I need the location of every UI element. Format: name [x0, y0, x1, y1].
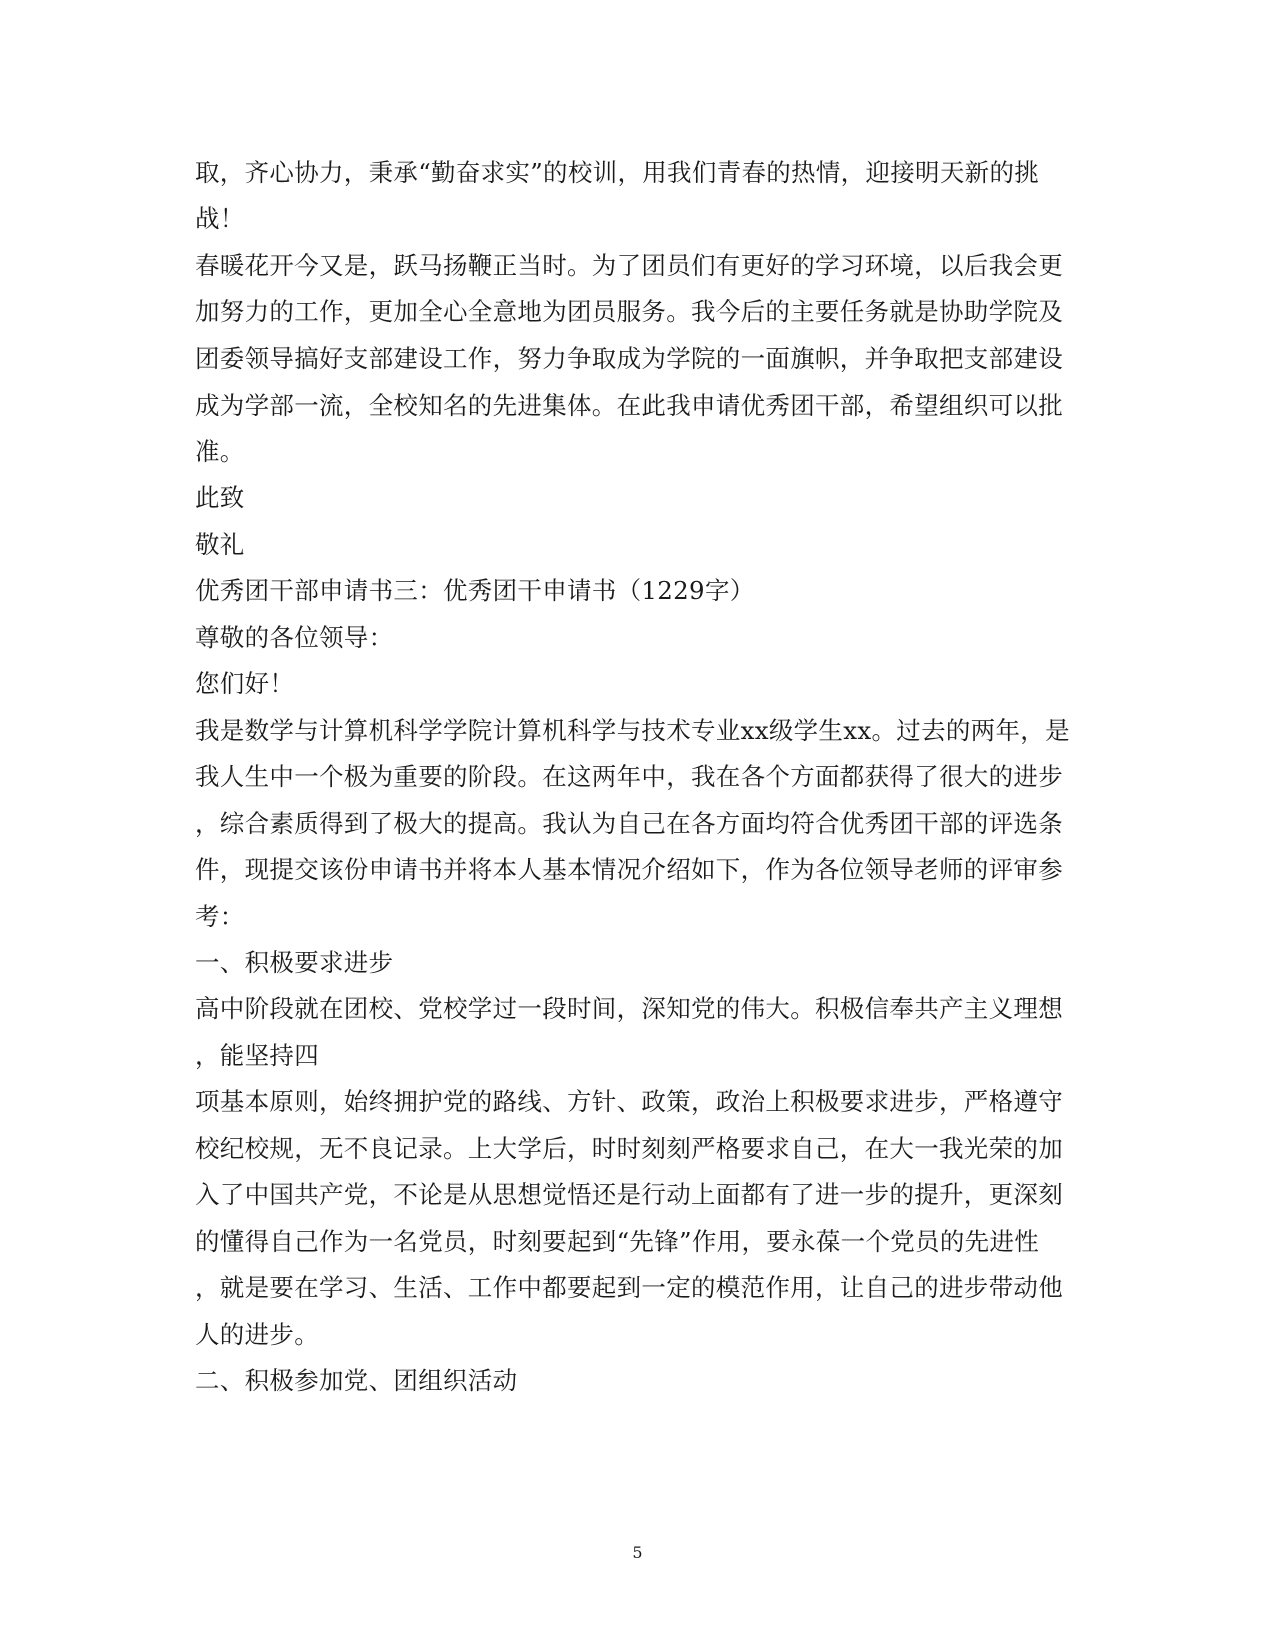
- text-line: 春暖花开今又是，跃马扬鞭正当时。为了团员们有更好的学习环境，以后我会更: [195, 251, 1063, 280]
- text-line: 人的进步。: [195, 1320, 319, 1349]
- text-line: 团委领导搞好支部建设工作，努力争取成为学院的一面旗帜，并争取把支部建设: [195, 344, 1063, 373]
- greeting: 尊敬的各位领导：: [195, 623, 394, 652]
- section-heading: 一、积极要求进步: [195, 948, 394, 977]
- text-line: 我是数学与计算机科学学院计算机科学与技术专业xx级学生xx。过去的两年，是: [195, 716, 1070, 745]
- greeting: 您们好！: [195, 669, 295, 698]
- closing-salutation: 此致: [195, 483, 245, 512]
- closing-salutation: 敬礼: [195, 530, 245, 559]
- text-line: 高中阶段就在团校、党校学过一段时间，深知党的伟大。积极信奉共产主义理想: [195, 994, 1063, 1023]
- text-line: ，就是要在学习、生活、工作中都要起到一定的模范作用，让自己的进步带动他: [195, 1273, 1063, 1302]
- text-line: 加努力的工作，更加全心全意地为团员服务。我今后的主要任务就是协助学院及: [195, 297, 1063, 326]
- text-line: 的懂得自己作为一名党员，时刻要起到“先锋”作用，要永葆一个党员的先进性: [195, 1227, 1040, 1256]
- text-line: 项基本原则，始终拥护党的路线、方针、政策，政治上积极要求进步，严格遵守: [195, 1087, 1063, 1116]
- text-line: 准。: [195, 437, 245, 466]
- text-line: 成为学部一流，全校知名的先进集体。在此我申请优秀团干部，希望组织可以批: [195, 391, 1063, 420]
- text-line: 件，现提交该份申请书并将本人基本情况介绍如下，作为各位领导老师的评审参: [195, 855, 1063, 884]
- text-line: 我人生中一个极为重要的阶段。在这两年中，我在各个方面都获得了很大的进步: [195, 762, 1063, 791]
- section-heading: 二、积极参加党、团组织活动: [195, 1366, 518, 1395]
- text-line: 战！: [195, 204, 245, 233]
- page-number: 5: [632, 1543, 643, 1562]
- text-line: 入了中国共产党，不论是从思想觉悟还是行动上面都有了进一步的提升，更深刻: [195, 1180, 1063, 1209]
- section-title: 优秀团干部申请书三：优秀团干申请书（1229字）: [195, 576, 755, 605]
- text-line: 考：: [195, 902, 245, 931]
- text-line: ，能坚持四: [195, 1041, 319, 1070]
- text-line: ，综合素质得到了极大的提高。我认为自己在各方面均符合优秀团干部的评选条: [195, 809, 1063, 838]
- text-line: 取，齐心协力，秉承“勤奋求实”的校训，用我们青春的热情，迎接明天新的挑: [195, 158, 1040, 187]
- text-line: 校纪校规，无不良记录。上大学后，时时刻刻严格要求自己，在大一我光荣的加: [195, 1134, 1063, 1163]
